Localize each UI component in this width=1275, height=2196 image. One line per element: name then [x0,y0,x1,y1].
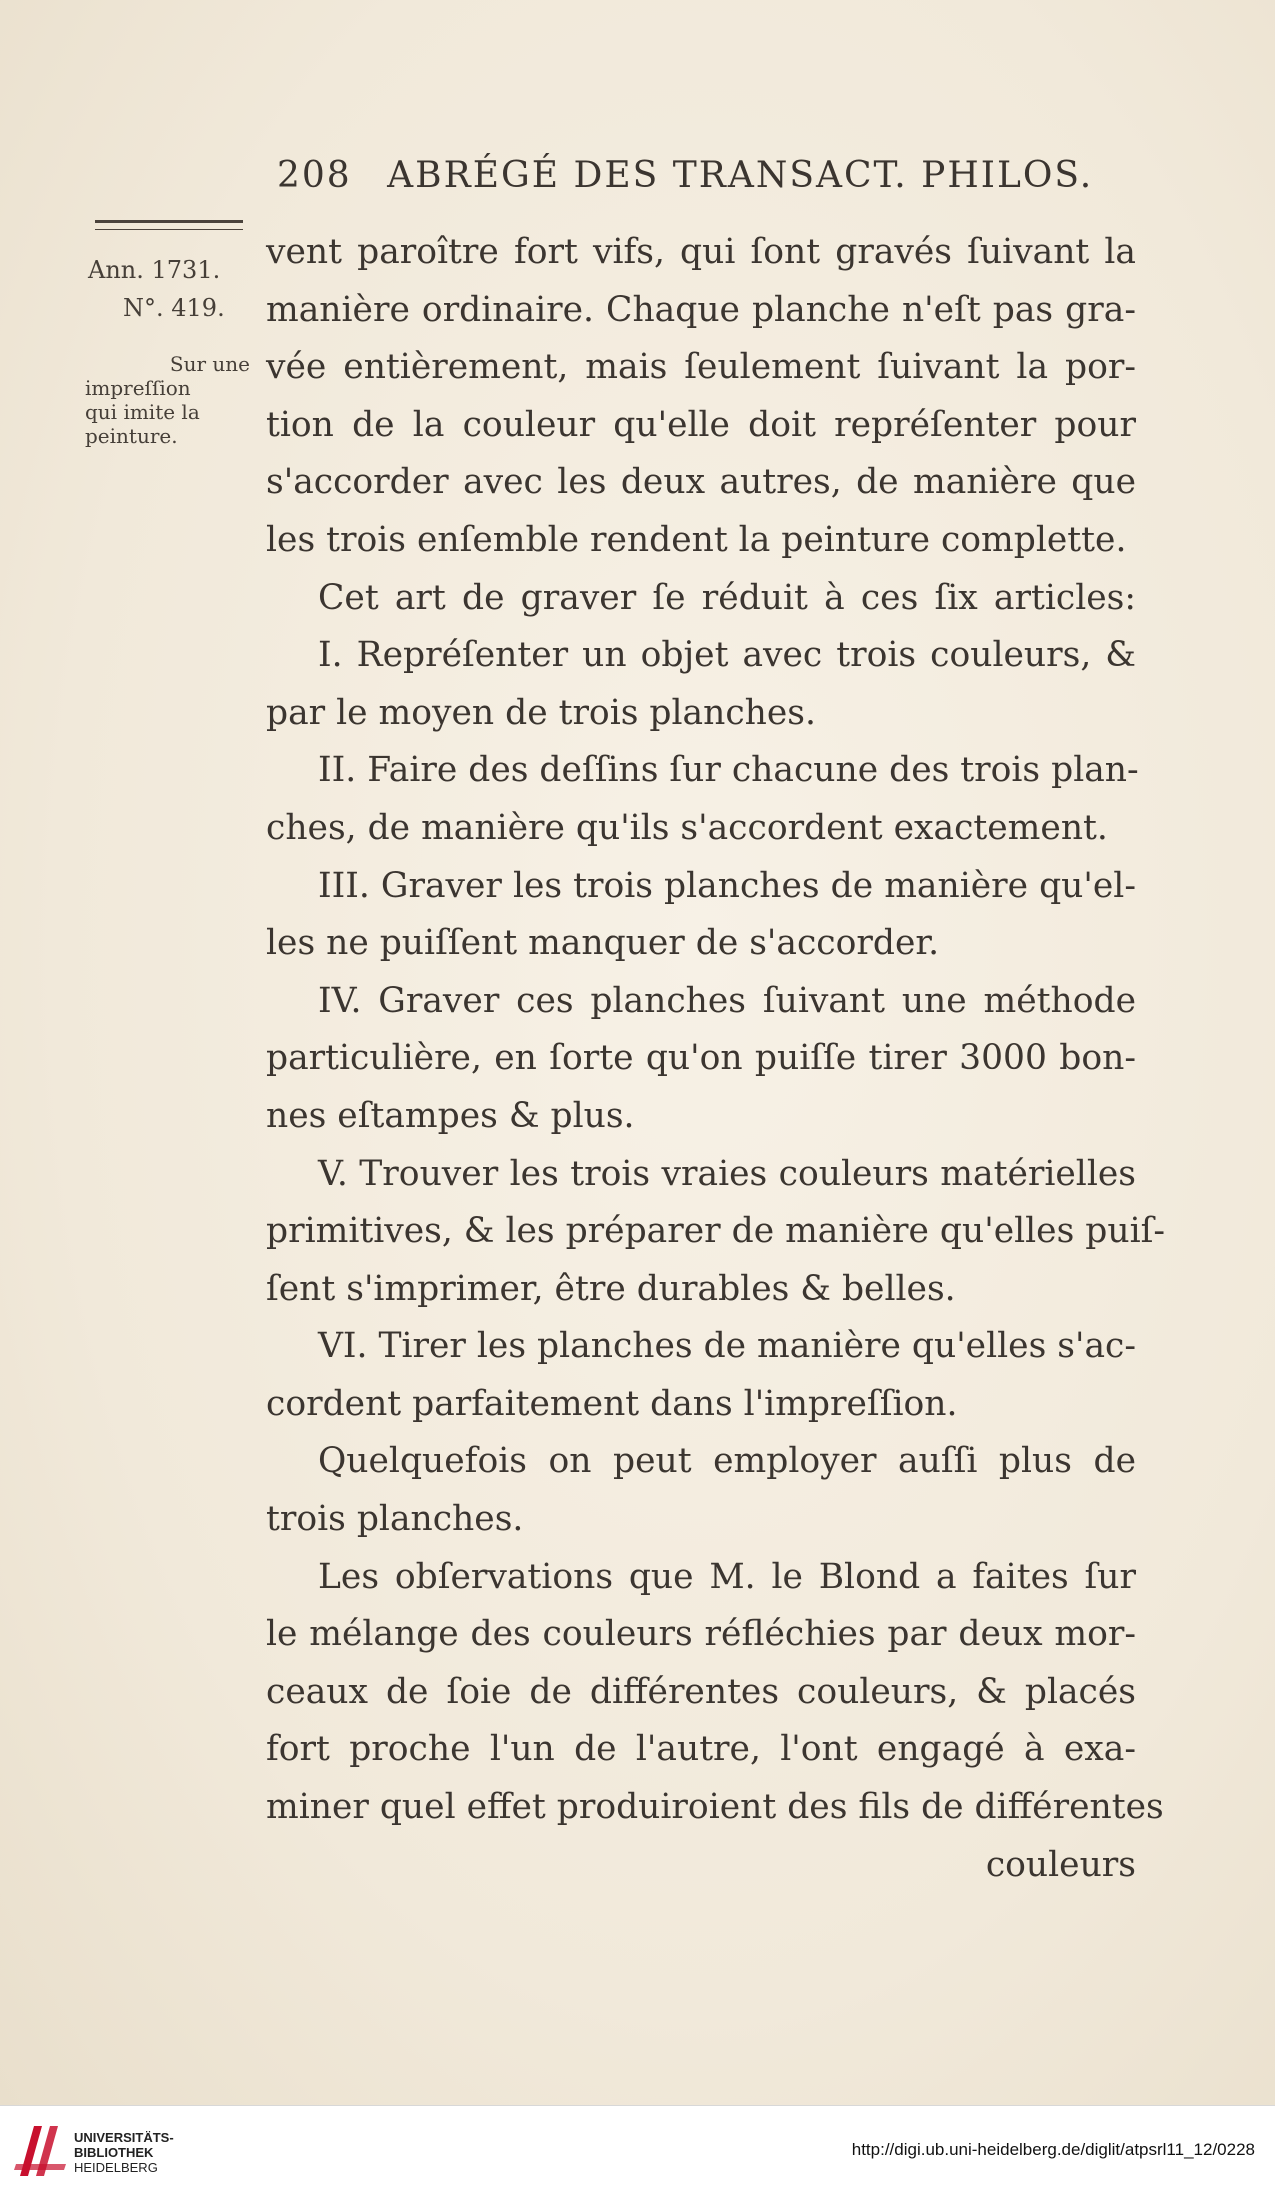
text-line: nes eſtampes & plus. [266,1095,635,1136]
margin-note-line: Sur une [169,352,250,376]
text-line: V. Trouver les trois vraies couleurs matérielles [318,1153,1136,1194]
page-number: 208 [277,155,352,196]
text-line: VI. Tirer les planches de manière qu'elles s'ac- [318,1326,1136,1367]
text-line: ceaux de ſoie de différentes couleurs, & placés [266,1671,1136,1712]
text-line: II. Faire des deſſins ſur chacune des trois plan- [318,750,1139,791]
text-line: les trois enſemble rendent la peinture complette. [266,519,1127,560]
text-line: vée entièrement, mais ſeulement ſuivant la por- [266,347,1136,388]
logo-line: UNIVERSITÄTS- [74,2130,174,2145]
text-line: miner quel effet produiroient des fils de différentes [266,1787,1164,1828]
running-title: ABRÉGÉ DES TRANSACT. PHILOS. [387,155,1094,196]
text-line: tion de la couleur qu'elle doit repréſenter pour [266,404,1136,445]
body-text [266,224,1166,1894]
margin-note [85,352,250,448]
text-line: manière ordinaire. Chaque planche n'eſt pas gra- [266,289,1136,330]
logo-line: HEIDELBERG [74,2160,158,2175]
text-line: vent paroître fort vifs, qui ſont gravés ſuivant la [266,232,1136,272]
viewer-footer [0,2105,1275,2196]
running-header [277,155,1157,196]
margin-note-line: impreſſion [85,376,191,400]
margin-year: Ann. 1731. [88,256,221,284]
library-logo-icon [12,2120,72,2184]
catchword: couleurs [985,1844,1136,1885]
margin-note-line: qui imite la [85,400,200,424]
text-line: I. Repréſenter un objet avec trois couleurs, & [318,635,1136,676]
text-line: primitives, & les préparer de manière qu'elles puiſ- [266,1211,1166,1252]
text-line: Quelquefois on peut employer auſſi plus de [318,1441,1136,1482]
text-line: cordent parfaitement dans l'impreſſion. [266,1383,958,1424]
text-line: les ne puiſſent manquer de s'accorder. [266,923,940,964]
text-line: le mélange des couleurs réfléchies par deux mor- [266,1614,1136,1655]
text-line: trois planches. [266,1499,524,1540]
text-line: s'accorder avec les deux autres, de manière que [266,462,1136,503]
text-line: III. Graver les trois planches de manière qu'el- [318,865,1136,906]
logo-line: BIBLIOTHEK [74,2145,154,2160]
text-line: Cet art de graver ſe réduit à ces ſix articles: [318,577,1136,618]
text-line: ſent s'imprimer, être durables & belles. [266,1268,956,1309]
text-line: fort proche l'un de l'autre, l'ont engagé à exa- [266,1729,1136,1770]
margin-note-line: peinture. [85,424,178,448]
text-line: particulière, en ſorte qu'on puiſſe tirer 3000 bon- [266,1038,1136,1079]
text-line: ches, de manière qu'ils s'accordent exactement. [266,807,1108,848]
text-line: Les obſervations que M. le Blond a faites ſur [318,1556,1136,1597]
margin-number: N°. 419. [123,294,225,322]
margin-rule [95,220,243,230]
text-line: par le moyen de trois planches. [266,692,816,733]
permalink-url[interactable]: http://digi.ub.uni-heidelberg.de/diglit/atpsrl11_12/0228 [851,2140,1255,2159]
library-logo-text [74,2130,174,2175]
text-line: IV. Graver ces planches ſuivant une méthode [318,980,1136,1021]
